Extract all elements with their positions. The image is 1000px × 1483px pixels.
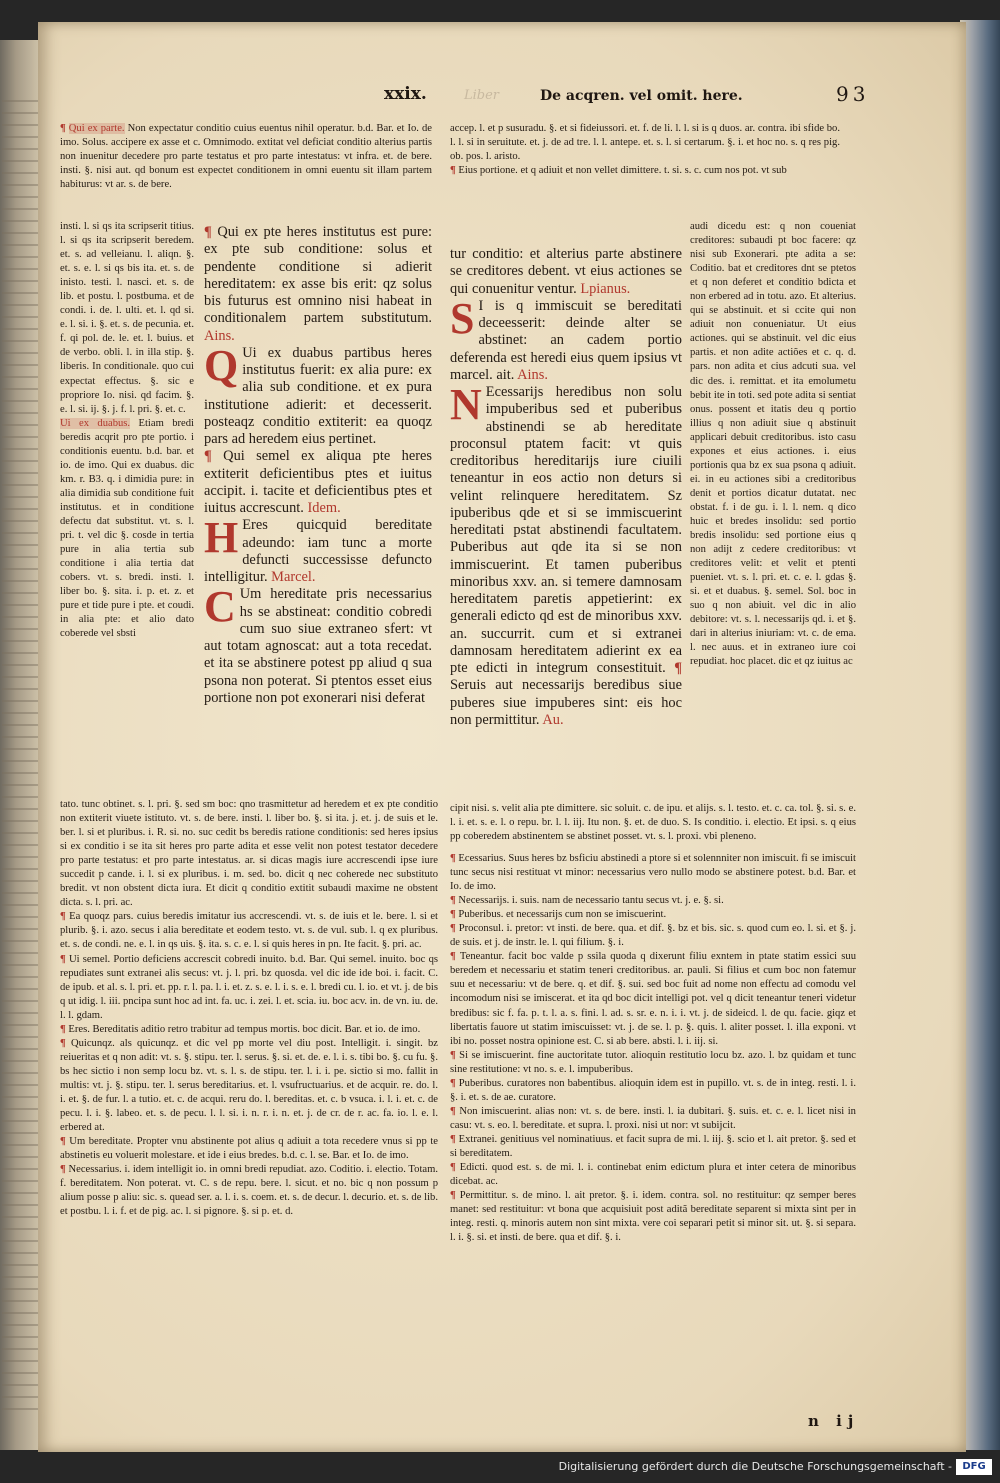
main-paragraph: I is q immiscuit se bereditati deceesserit: deinde alter se abstinet: an cadem portio deferenda est heredi eius quem ipsius vt marcel. ait. [450, 297, 682, 383]
initial-capital: N [450, 380, 482, 429]
pilcrow-icon: ¶ [450, 165, 459, 177]
pilcrow-icon: ¶ [60, 123, 69, 134]
gloss-paragraph: Quicunqz. als quicunqz. et dic vel pp morte vel diu post. Intelligit. i. singit. bz reiueritas et q non adit: vt. s. §. stipu. ter. l. serus. §. si. et. de. e. l. i. s. tibi bo. §. cu fu. §. bs hec sictio i non semp locu bz. vt. s. l. s. de stipu. ter. l. i. i. pe. sictio si mo. fallit in multis: vt. j. §. stipu. ter. l. serus bereditarius. et. l. vsufructuarius. et de acquir. re. do. l. i. et. §. de fur. l. a tutio. et. c. de acqui. reru do. l. bereditas. et. c. b vsuca. i. l. i. et. c. de pecu. l. i. §. labeo. et. s. de pecu. l. l. si. i. n. r. i. n. et. j. de cr. de r. ac. fa. io. l. e. l. erbered at. [60, 1037, 438, 1134]
show-through-text: Liber [464, 88, 500, 103]
pilcrow-icon: ¶ [450, 1162, 460, 1174]
pilcrow-icon: ¶ [450, 951, 460, 963]
pilcrow-icon: ¶ [450, 1049, 460, 1061]
gloss-middle-top [450, 122, 840, 220]
pilcrow-icon: ¶ [674, 660, 682, 676]
main-paragraph: Qui semel ex aliqua pte heres extiterit deficientibus ptes et iuitus accipit. i. tacite et deficientibus ptes et iuitus accrescunt. [204, 448, 432, 516]
pilcrow-icon: ¶ [450, 895, 459, 907]
gloss-bottom-right [450, 852, 856, 1382]
gloss-paragraph: Extranei. genitiuus vel nominatiuus. et facit supra de mi. l. iij. §. scio et l. ait pretor. §. sed et si bereditatem. [450, 1133, 856, 1159]
pilcrow-icon: ¶ [450, 853, 459, 864]
gloss-paragraph: Necessarius. i. idem intelligit io. in omni bredi repudiat. azo. Coditio. i. electio. Totam. f. bereditatem. Non poterat. vt. C. s de repu. bere. l. sicut. et no. bic q non possum p alium posse p aliu: sic. s. quead ser. a. l. i. s. coem. et. s. de decur. l. decurio. et. s. de lib. et postbu. l. i. f. et de pig. ac. l. si pignore. §. si p. et. d. [60, 1164, 438, 1218]
gloss-paragraph: Ea quoqz pars. cuius beredis imitatur ius accrescendi. vt. s. de iuis et le. bere. l. si et plurib. §. i. azo. secus i alia bereditate et eodem testo. vt. s. de vul. sub. l. q ex pluribus. et. s. de condi. ne. e. l. in qs uis. §. ita. s. c. e. l. si quis heres in pn. Ite facit. §. pri. ac. [60, 911, 438, 951]
pilcrow-icon: ¶ [60, 953, 69, 965]
gloss-paragraph: Permittitur. s. de mino. l. ait pretor. §. i. idem. contra. sol. no restituitur: qz semper beres manet: sed restituitur: vt bona que acquisiuit post aditã bereditate separent si mixta sint per in integ. resti. q. minoris autem non sint mixta. vere coi separari petit si minor sit. ut. §. si separa. l. i. §. si. et insti. de bere. qua et dif. §. i. [450, 1190, 856, 1244]
gloss-paragraph: Puberibus. curatores non babentibus. alioquin idem est in pupillo. vt. s. de in integ. resti. l. i. §. i. et. s. de ae. curatore. [450, 1077, 856, 1103]
pilcrow-icon: ¶ [450, 923, 459, 935]
initial-capital: S [450, 293, 475, 343]
initial-capital: Q [204, 340, 239, 390]
footer-credit: Digitalisierung gefördert durch die Deutsche Forschungsgemeinschaft - [558, 1460, 952, 1473]
pilcrow-icon: ¶ [204, 224, 218, 240]
pilcrow-icon: ¶ [450, 1105, 460, 1117]
gloss-middle-bottom [450, 802, 856, 850]
main-paragraph: Eres quicquid bereditate adeundo: iam tunc a morte defuncti successisse defuncto intelligitur. [204, 517, 432, 585]
gloss-paragraph: tato. tunc obtinet. s. l. pri. §. sed sm boc: qno trasmittetur ad heredem et ex pte conditio non extiterit viuete istituto. vt. s. de bere. insti. l. liber bo. §. si ita. j. et. j. de suis et le. ber. l. si et pluribus. i. R. si. no. suc cedit bs beredis ratione conditionis: sed heres ipsius si ex conditio i se ita sit heres pro parte adita et esse velit non potest testator decedere pro parte testatus: et pro parte intestatus. ar. si dicas magis iure accrescendi ipse iure succedit p cande. i. l. si ex pluribus. i. m. sed. bo. dicit q nec coherede nec substituto bredit. vt non obstent dicta iura. Et dicit q conditio extitit subaudi maxime ne obstent dicta. s. l. pri. ac. [60, 799, 438, 909]
main-text-right [450, 246, 682, 752]
gloss-paragraph: Necessarijs. i. suis. nam de necessario tantu secus vt. j. e. §. si. [458, 895, 724, 907]
gloss-text: Non expectatur conditio cuius euentus nihil operatur. b.d. Bar. et Io. de imo. Solus. accipere ex asse et c. Omnimodo. extitat vel deficiat conditio alterius partis non inuenitur decedere pro parte testatus et pro parte intestatus: vt infra. et. de bere. insti. §. nisi aut. qd bonum est expectet conditionem in omni euentu sit illam partem habiturus: vt ar. s. de bere. [60, 123, 432, 191]
gloss-text: audi dicedu est: q non coueniat creditores: subaudi pt boc facere: qz nisi sub Exonerari. pte adita a se: Coditio. bat et creditores dnt se ptetos et q non deferet et conditio bdicta et non erbered ad in totu. azo. Et alterius. qui se abstinuit. et si ccite qui non adiuit non conueniatur. Ut eius actiones. qui se abstinuit. vel dic eius partis. et non adite actiões et c. q. d. pars. non adita et cius adcuti sua. vel dic des. i. remittat. et ita emolumetu bebit ite in toti. sed pote adita si sentiat onus. possent et itatis deu q portio illius q non adiuit siue q abstinuit applicari debuit creditoribus. isto casu expones et eius actiones. i. eius portionis qua bz ex sua psona q adiuit. ei. in eu actiones sibi a creditoribus denit et portios dicatur dutatat. nec obstat. f. i de gu. i. l. l. nem. q dico huic et bredes insolidu: sed portio bredis insolidu: sed portione eius q non adijt z cedere creditoribus: vt creditores velit: et velit et ptenti pueniet. vt. s. l. pri. et. c. e. l. gdas §. si. et et duabus. §. semel. Sol. boc in suo q non abiuit. vel dic in alio debitore: vt. s. l. necessarijs qd. i. et §. dari in alterius iniuriam: vt. c. de ema. l. nec auus. et in extraneo iure coi repudiat. hoc placet. dic et qz iuitus ac [690, 221, 856, 668]
gloss-text: Eius portione. et q adiuit et non vellet dimittere. t. si. s. c. cum nos pot. vt sub [458, 165, 787, 177]
main-paragraph: Ui ex duabus partibus heres institutus fuerit: ex alia pure: ex alia sub conditione. et ex pura institutione adierit: et decesserit. posteaqz conditio extiterit: ea quoqz pars ad heredem eius pertinet. [204, 344, 432, 447]
main-paragraph: Qui ex pte heres institutus est pure: ex pte sub conditione: solus et pendente conditione si adierit hereditatem: ex asse bis erit: qz solus bis futurus est omnino nisi habeat in conditionalem partem substitutum. [204, 224, 432, 327]
initial-capital: C [204, 582, 236, 632]
initial-capital: H [204, 513, 239, 563]
gloss-text: insti. l. si qs ita scripserit titius. l. si qs ita scripserit beredem. et. s. ad velleianu. l. aliqn. §. et. s. e. l. si qs bis ita. et. s. de inisto. testi. l. nasci. et. s. de lib. et postu. l. postbuma. et de condi. i. de. l. ulti. et. l. qd si. e. l. si. i. §. et. s. de pecunia. et. f. qi pol. de. le. et. l. buius. et de verbo. obli. l. in illa stip. §. liberis. In conditionale. quo cui expectat effectus. §. sic e propriore Io. nisi. qd facim. §. e. l. si. ij. §. j. f. l. pri. §. et. c. [60, 221, 194, 415]
gloss-paragraph: Edicti. quod est. s. de mi. l. i. continebat enim edictum plura et inter cetera de minoribus dicebat. ac. [450, 1162, 856, 1188]
gloss-paragraph: Ecessarius. Suus heres bz bsficiu abstinedi a ptore si et solennniter non imiscuit. fi se imiscuit tunc secus nisi restituat vt minor: necessarius vero nullo modo se abstinere potest. b.d. Bar. et Io. de imo. [450, 853, 856, 893]
gloss-paragraph: Proconsul. i. pretor: vt insti. de bere. qua. et dif. §. bz et bis. sic. s. quod cum eo. l. si. et §. j. de suis. et j. de instr. le. l. qui filium. §. i. [450, 923, 856, 949]
pilcrow-icon: ¶ [450, 909, 459, 921]
gloss-paragraph: Si se imiscuerint. fine auctoritate tutor. alioquin restitutio locu bz. azo. l. bz quidam et tunc sine restitutione: vt no. s. e. l. impuberibus. [450, 1049, 856, 1075]
book-page [38, 22, 966, 1452]
pilcrow-icon: ¶ [60, 1037, 71, 1049]
running-title: De acqren. vel omit. here. [540, 88, 743, 104]
book-edge-right [960, 20, 1000, 1450]
main-paragraph: Ecessarijs heredibus non solu impuberibus sed et puberibus abstinendi se ab hereditate proconsul ptatem facit: vt quis creditoribus hereditarijs iure ciuili teneantur in eos actio non deturs si velint relinquere hereditatem. Sz ipuberibus qde et si se immiscuerint hereditati pstat abstinendi facultatem. Puberibus aut qde ita si se non immiscuerint. Et tamen puberibus minoribus xxv. an. si temere damnosam hereditatem paretis appetierint: ex generali edicto qd est de minoribus xxv. an. succurrit. cum et si extranei damnosam hereditatem adierint ex ea pte edicti in integrum consestituit. [450, 384, 682, 676]
pilcrow-icon: ¶ [60, 1023, 69, 1035]
gloss-text: Etiam bredi beredis acqrit pro pte portio. i conditionis euentu. b.d. bar. et io. de imo. Qui ex duabus. dic km. r. B3. q. i dimidia pure: in alia dimidia sub conditione fuit institutus. et in conditione defectu dat substitut. vt. s. l. pri. t. vel dic §. cosde in tertia pure in alia tertia sub conditione i alia tertia dat cobers. vt. s. bredi. insti. l. liber bo. §. sita. i. p. et. z. et pure et tide pure i pte. et coudi. in alia pte: et alio dato coberede vel sbsti [60, 417, 194, 640]
gloss-left-top [60, 122, 432, 220]
gloss-paragraph: Teneantur. facit boc valde p ssila quoda q dixerunt filiu exntem in ptate statim essici suu beredem et necessariu et statim teneri creditoribus. ar. pauli. Si filius et cum boc non fatemur suu et necessariu: vt de bere. q. et dif. §. sui. sed boc fuit ad nome non effectu ad comodu vel incomodum nisi se imiscerat. et ita qd boc dicit intelligi pot. vel q dicit teneantur teneri videtur bredibus: sic f. fa. p. t. l. a. s. fini. l. ad. s. sr. e. n. i. i. vt. j. de sideicd. l. de qu. facie. giqz et libertatis fauore ut statim imiscuisset: vt. j. de se. l. p. §. quis. l. aliter posset. l. illa exponi. vt ibi no. posset nostra opinione est. C. si ab bere. absti. l. i. iij. si. [450, 951, 856, 1047]
adjacent-page-edge [0, 40, 40, 1450]
pilcrow-icon: ¶ [60, 1164, 69, 1176]
pilcrow-icon: ¶ [60, 1136, 70, 1148]
gloss-paragraph: Ui semel. Portio deficiens accrescit cobredi inuito. b.d. Bar. Qui semel. inuito. boc qs repudiates sunt extranei alis secus: vt. j. l. pri. bz quosda. vel dic ide ide boi. i. facit. C. de ipub. et al. s. l. pri. et. pp. r. l. pa. l. i. et. z. s. e. l. i. s. e. l. bredi cu. l. io. et vt. j. de bis q ut idig. l. iii. pncipa sunt hoc ad int. fa. uc. i. zei. l. et. scia. iu. boc acv. in. de vn. iu. de. l. l. gdam. [60, 953, 438, 1021]
gloss-rubric: Ui ex duabus. [60, 417, 131, 429]
gloss-left-column [60, 220, 194, 795]
pilcrow-icon: ¶ [450, 1077, 459, 1089]
author-rubric: Lpianus. [580, 280, 631, 297]
gloss-paragraph: Eres. Bereditatis aditio retro trabitur ad tempus mortis. boc dicit. Bar. et io. de imo. [68, 1023, 421, 1035]
pilcrow-icon: ¶ [204, 448, 224, 465]
leaf-number: xxix. [384, 84, 427, 104]
gloss-bottom-left [60, 798, 438, 1380]
gloss-right-column [690, 220, 856, 804]
pilcrow-icon: ¶ [60, 911, 70, 923]
pilcrow-icon: ¶ [450, 1190, 460, 1202]
gloss-rubric: Qui ex parte. [68, 123, 125, 134]
dfg-logo: DFG [956, 1459, 992, 1475]
main-text-left [204, 224, 432, 796]
author-rubric: Au. [542, 711, 564, 728]
gloss-paragraph: Non imiscuerint. alias non: vt. s. de bere. insti. l. ia dubitari. §. suis. et. c. e. l. licet nisi in casu: vt. s. eo. l. bereditate. et supra. l. proxi. nisi ut nor: vt subijcit. [450, 1105, 856, 1131]
author-rubric: Ains. [204, 327, 235, 344]
main-paragraph: tur conditio: et alterius parte abstinere se creditores debent. vt eius actiones se qui conuenitur ventur. [450, 246, 682, 297]
author-rubric: Marcel. [271, 569, 316, 585]
main-paragraph: Seruis aut necessarijs beredibus siue puberes siue impuberes sint: eis hoc non permittitur. [450, 677, 682, 728]
main-paragraph: Um hereditate pris necessarius hs se abstineat: conditio cobredi cum suo siue extraneo sfert: vt aut totam agnoscat: aut a tota recedat. et ita se abstinere potest pp aliud q sua psona non poterat. Si ptentos esset eius portione non pot exonerari nisi deferat [204, 586, 432, 706]
pilcrow-icon: ¶ [450, 1133, 459, 1145]
author-rubric: Ains. [517, 366, 548, 383]
gloss-paragraph: Um bereditate. Propter vnu abstinente pot alius q adiuit a tota recedere vnus si pp te abstinetis eu voluerit molestare. et ide i eius bredes. b.d. c. l. se. Bar. et Io. de imo. [60, 1136, 438, 1162]
gloss-text: cipit nisi. s. velit alia pte dimittere. sic soluit. c. de ipu. et alijs. s. l. testo. et. c. ca. tol. §. si. s. e. l. i. et. s. e. l. o repu. br. l. l. iij. Itu non. §. et. de duo. S. Is conditio. i. electio. Et ipsi. s. q eius pp coberedem abstinentem se abstinet posset. vt. s. l. proxi. vbi pleneno. [450, 803, 856, 843]
author-rubric: Idem. [307, 500, 341, 516]
footer-bar [0, 1454, 1000, 1483]
folio-number: 93 [836, 82, 870, 106]
gloss-paragraph: Puberibus. et necessarijs cum non se imiscuerint. [458, 909, 667, 921]
gloss-text: accep. l. et p susuradu. §. et si fideiussori. et. f. de li. l. l. si is q duos. ar. contra. ibi sfide bo. l. l. si in seruitute. et. j. de ad tre. l. l. antepe. et. s. l. si certarum. §. i. et hoc no. s. q res pig. ob. pos. l. aristo. [450, 123, 840, 163]
signature-mark: n ij [808, 1412, 860, 1430]
